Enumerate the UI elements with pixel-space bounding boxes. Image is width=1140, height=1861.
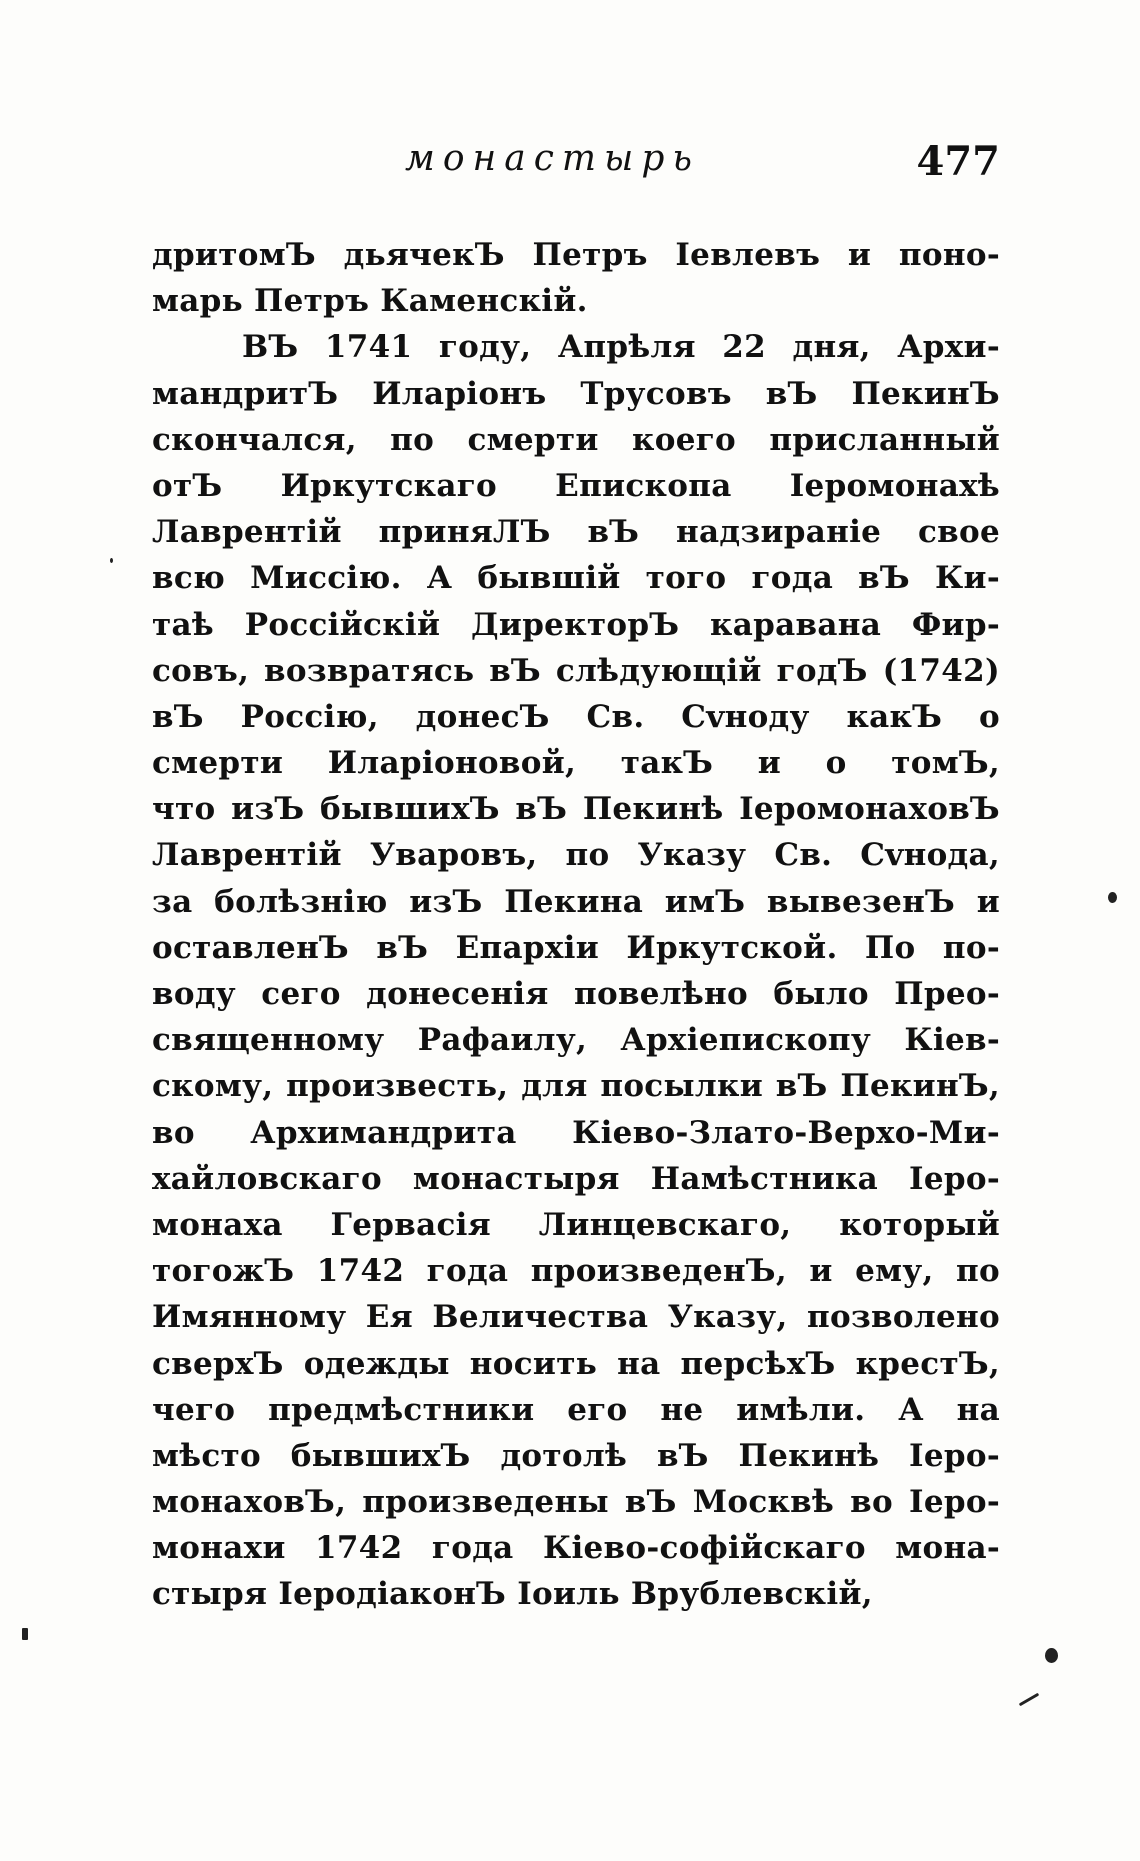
ink-speck [1045,1648,1058,1663]
text-line: монахи 1742 года Кіево-софійскаго мона- [152,1530,1000,1567]
ink-speck [110,558,113,563]
ink-speck [22,1628,28,1640]
text-line: смерти Иларіоновой, такЪ и о томЪ, [152,745,1000,782]
text-line: хайловскаго монастыря Намѣстника Іеро- [152,1160,1000,1197]
text-line: таѣ Россійскій ДиректорЪ каравана Фир- [152,606,1000,643]
text-line: чего предмѣстники его не имѣли. А на [152,1391,1000,1428]
page-header [150,138,1000,188]
text-line: марь Петръ Каменскій. [152,283,588,320]
text-line: во Архимандрита Кіево-Злато-Верхо-Ми- [152,1114,1000,1151]
running-head: монастырь [405,138,700,179]
body-text [152,232,1000,1618]
ink-speck [1108,892,1117,903]
text-line: Имянному Ея Величества Указу, позволено [152,1299,1000,1336]
text-line: Лаврентій приняЛЪ вЪ надзираніе свое [152,514,1000,551]
ink-speck [1019,1693,1040,1707]
text-line: вЪ Россію, донесЪ Св. Сvноду какЪ о [152,698,1000,735]
text-line: Лаврентій Уваровъ, по Указу Св. Сvнода, [152,837,1000,874]
text-line: что изЪ бывшихЪ вЪ Пекинѣ ІеромонаховЪ [152,791,1000,828]
text-line: оставленЪ вЪ Епархіи Иркутской. По по- [152,929,1000,966]
text-line: стыря ІеродіаконЪ Іоиль Врублевскій, [152,1576,873,1613]
text-line: священному Рафаилу, Архіепископу Кіев- [152,1022,1000,1059]
text-line: отЪ Иркутскаго Епископа Іеромонахѣ [152,467,1000,504]
text-line: воду сего донесенія повелѣно было Прео- [152,976,1000,1012]
text-line: монаховЪ, произведены вЪ Москвѣ во Іеро- [152,1484,1000,1521]
text-line: сверхЪ одежды носить на персѣхЪ крестЪ, [152,1345,1000,1382]
text-line: мандритЪ Иларіонъ Трусовъ вЪ ПекинЪ [152,375,1000,412]
text-line: скому, произвесть, для посылки вЪ ПекинЪ, [152,1068,1000,1105]
text-line: дритомЪ дьячекЪ Петръ Іевлевъ и поно- [152,237,1000,273]
page-number: 477 [916,138,1000,185]
text-line: за болѣзнію изЪ Пекина имЪ вывезенЪ и [152,883,1000,920]
text-line: всю Миссію. А бывшій того года вЪ Ки- [152,560,1000,597]
text-line: монаха Гервасія Линцевскаго, который [152,1206,1000,1243]
text-line: тогожЪ 1742 года произведенЪ, и ему, по [152,1253,1000,1290]
text-line: совъ, возвратясь вЪ слѣдующій годЪ (1742) [152,652,1000,689]
text-line: скончался, по смерти коего присланный [152,421,1000,458]
text-line: ВЪ 1741 году, Апрѣля 22 дня, Архи- [242,329,1000,366]
text-line: мѣсто бывшихЪ дотолѣ вЪ Пекинѣ Іеро- [152,1437,1000,1474]
